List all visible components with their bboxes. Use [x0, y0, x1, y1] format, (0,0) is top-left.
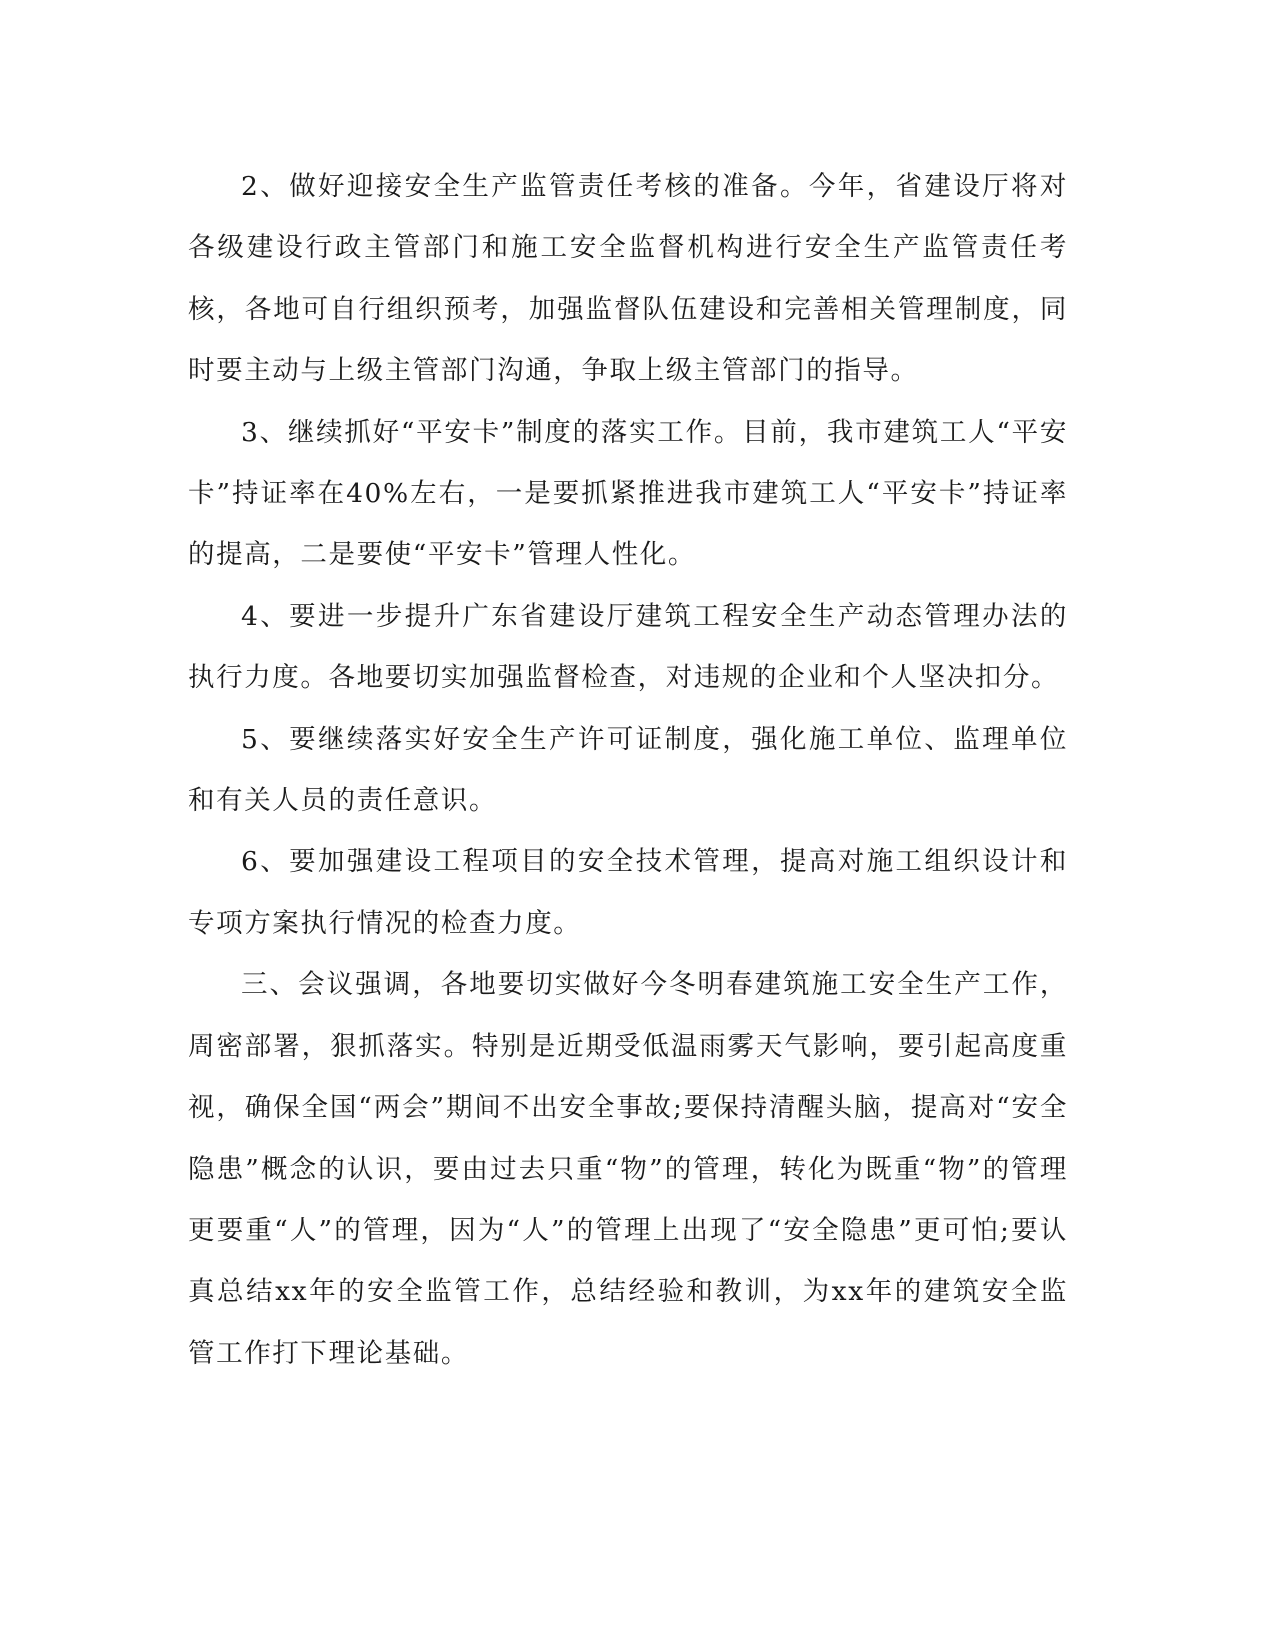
document-body [188, 156, 1068, 1384]
paragraph-item-2: 2、做好迎接安全生产监管责任考核的准备。今年，省建设厅将对各级建设行政主管部门和施工安全监督机构进行安全生产监管责任考核，各地可自行组织预考，加强监督队伍建设和完善相关管理制度，同时要主动与上级主管部门沟通，争取上级主管部门的指导。 [188, 171, 1068, 387]
paragraph-item-3: 3、继续抓好“平安卡”制度的落实工作。目前，我市建筑工人“平安卡”持证率在40%左右，一是要抓紧推进我市建筑工人“平安卡”持证率的提高，二是要使“平安卡”管理人性化。 [188, 416, 1068, 571]
paragraph-section-3: 三、会议强调，各地要切实做好今冬明春建筑施工安全生产工作，周密部署，狠抓落实。特别是近期受低温雨雾天气影响，要引起高度重视，确保全国“两会”期间不出安全事故;要保持清醒头脑，提高对“安全隐患”概念的认识，要由过去只重“物”的管理，转化为既重“物”的管理更要重“人”的管理，因为“人”的管理上出现了“安全隐患”更可怕;要认真总结xx年的安全监管工作，总结经验和教训，为xx年的建筑安全监管工作打下理论基础。 [188, 969, 1068, 1369]
paragraph-item-4: 4、要进一步提升广东省建设厅建筑工程安全生产动态管理办法的执行力度。各地要切实加强监督检查，对违规的企业和个人坚决扣分。 [188, 600, 1068, 694]
paragraph-item-5: 5、要继续落实好安全生产许可证制度，强化施工单位、监理单位和有关人员的责任意识。 [188, 723, 1068, 817]
paragraph-item-6: 6、要加强建设工程项目的安全技术管理，提高对施工组织设计和专项方案执行情况的检查力度。 [188, 846, 1068, 939]
